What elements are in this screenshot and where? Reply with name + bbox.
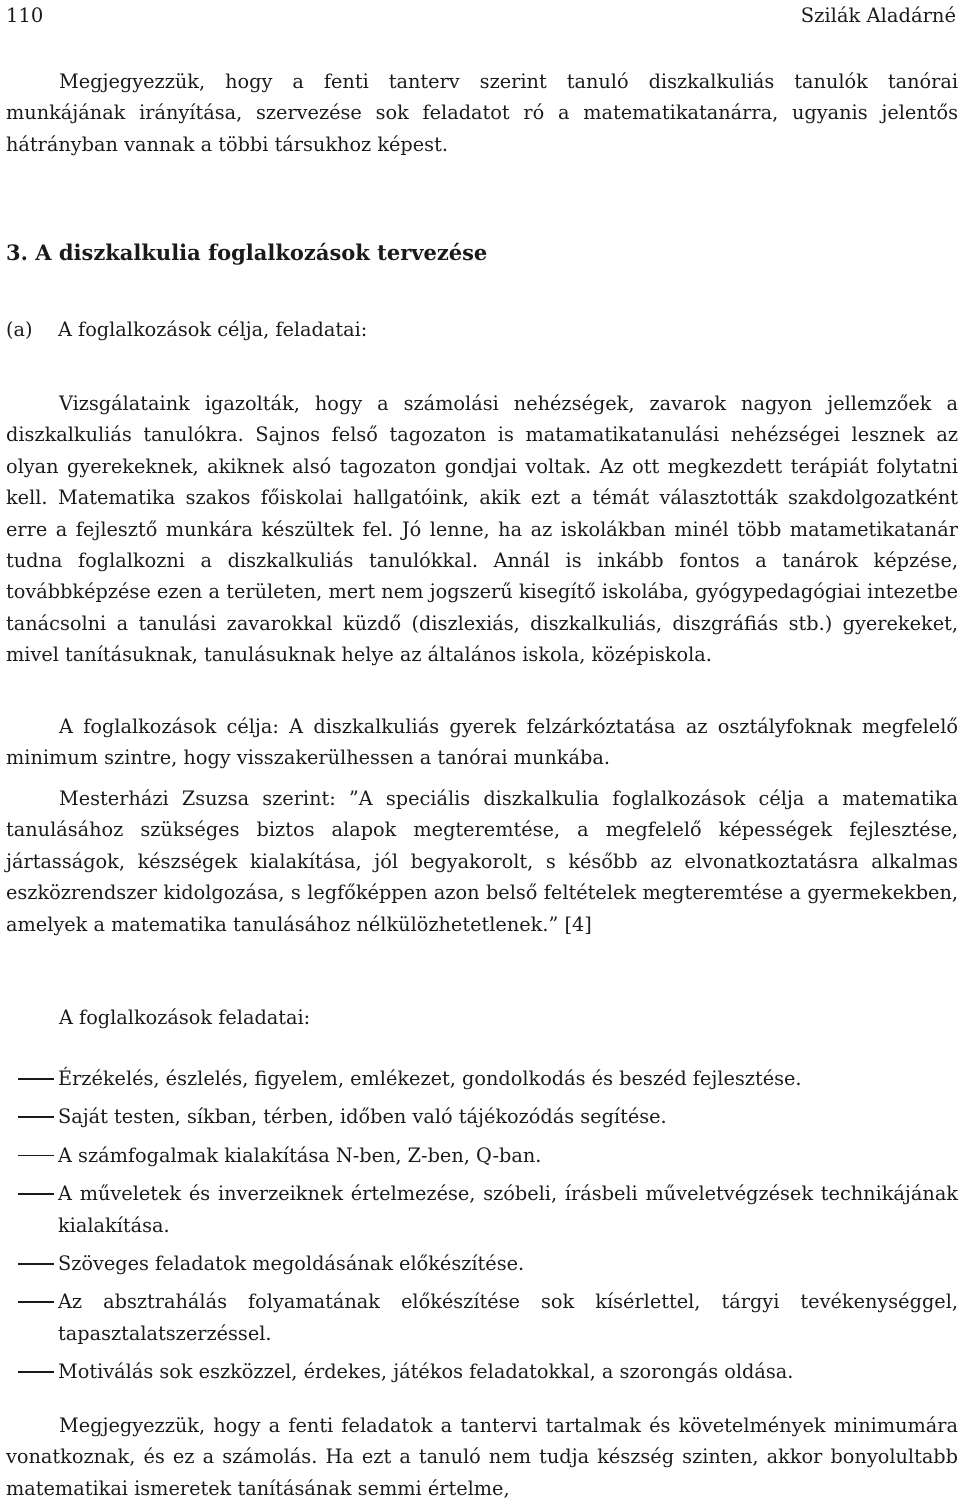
intro-paragraph: Megjegyezzük, hogy a fenti tanterv szerint tanuló diszkalkuliás tanulók tanórai munkájának irányítása, szervezése sok feladatot ró a matematikatanárra, ugyanis jelentős hátrányban vannak a többi társukhoz képest. (6, 70, 958, 156)
dash-bullet-icon (18, 1116, 54, 1118)
dash-bullet-icon (18, 1078, 54, 1080)
subsection-title: A foglalkozások célja, feladatai: (58, 318, 368, 341)
page-number: 110 (6, 4, 44, 27)
list-item: A számfogalmak kialakítása N-ben, Z-ben, Q-ban. (6, 1140, 958, 1171)
tasks-label: A foglalkozások feladatai: (59, 1006, 311, 1029)
body-paragraph-quote: Mesterházi Zsuzsa szerint: ”A speciális diszkalkulia foglalkozások célja a matematika tanulásához szükséges biztos alapok megteremtése, a megfelelő képességek fejlesztése, jártasságok, készségek kialakítása, jól begyakorolt, s később az elvonatkoztatásra alkalmas eszközrendszer kidolgozása, s legfőképpen azon belső feltételek megteremtése a gyermekekben, amelyek a matematika tanulásához nélkülözhetetlenek.” [4] (6, 787, 958, 936)
dash-bullet-icon (18, 1301, 54, 1303)
list-item: Érzékelés, észlelés, figyelem, emlékezet, gondolkodás és beszéd fejlesztése. (6, 1063, 958, 1094)
list-item: A műveletek és inverzeiknek értelmezése, szóbeli, írásbeli műveletvégzések technikájának kialakítása. (6, 1178, 958, 1241)
task-list (6, 1063, 958, 1395)
body-paragraph-findings: Vizsgálataink igazolták, hogy a számolási nehézségek, zavarok nagyon jellemzőek a diszkalkuliás tanulókra. Sajnos felső tagozaton is matamatikatanulási nehézségei lesznek az olyan gyerekeknek, akiknek alsó tagozaton gondjai voltak. Az ott megkezdett terápiát folytatni kell. Matematika szakos főiskolai hallgatóink, akik ezt a témát választották szakdolgozatként erre a fejlesztő munkára készültek fel. Jó lenne, ha az iskolákban minél több matametikatanár tudna foglalkozni a diszkalkuliás tanulókkal. Annál is inkább fontos a tanárok képzése, továbbképzése ezen a területen, mert nem jogszerű kisegítő iskolába, gyógypedagógiai intezetbe tanácsolni a tanulási zavarokkal küzdő (diszlexiás, diszkalkuliás, diszgráfiás stb.) gyerekeket, mivel tanításuknak, tanulásuknak helye az általános iskola, középiskola. (6, 392, 958, 667)
list-item: Motiválás sok eszközzel, érdekes, játékos feladatokkal, a szorongás oldása. (6, 1356, 958, 1387)
running-header-author: Szilák Aladárné (800, 4, 956, 27)
list-item: Az absztrahálás folyamatának előkészítése sok kísérlettel, tárgyi tevékenységgel, tapasztalatszerzéssel. (6, 1286, 958, 1349)
dash-bullet-icon (18, 1263, 54, 1265)
subsection-heading (6, 315, 367, 345)
dash-bullet-icon (18, 1371, 54, 1373)
subsection-marker: (a) (6, 318, 33, 341)
dash-bullet-icon (18, 1155, 54, 1157)
running-header (6, 4, 956, 28)
closing-paragraph: Megjegyezzük, hogy a fenti feladatok a tantervi tartalmak és követelmények minimumára vonatkoznak, és ez a számolás. Ha ezt a tanuló nem tudja készség szinten, akkor bonyolultabb matematikai ismeretek tanításának semmi értelme, (6, 1414, 958, 1500)
list-item: Saját testen, síkban, térben, időben való tájékozódás segítése. (6, 1101, 958, 1132)
body-paragraph-goal: A foglalkozások célja: A diszkalkuliás gyerek felzárkóztatása az osztályfoknak megfelelő minimum szintre, hogy visszakerülhessen a tanórai munkába. (6, 715, 958, 770)
dash-bullet-icon (18, 1193, 54, 1195)
section-heading: 3. A diszkalkulia foglalkozások tervezése (6, 240, 488, 265)
list-item: Szöveges feladatok megoldásának előkészítése. (6, 1248, 958, 1279)
